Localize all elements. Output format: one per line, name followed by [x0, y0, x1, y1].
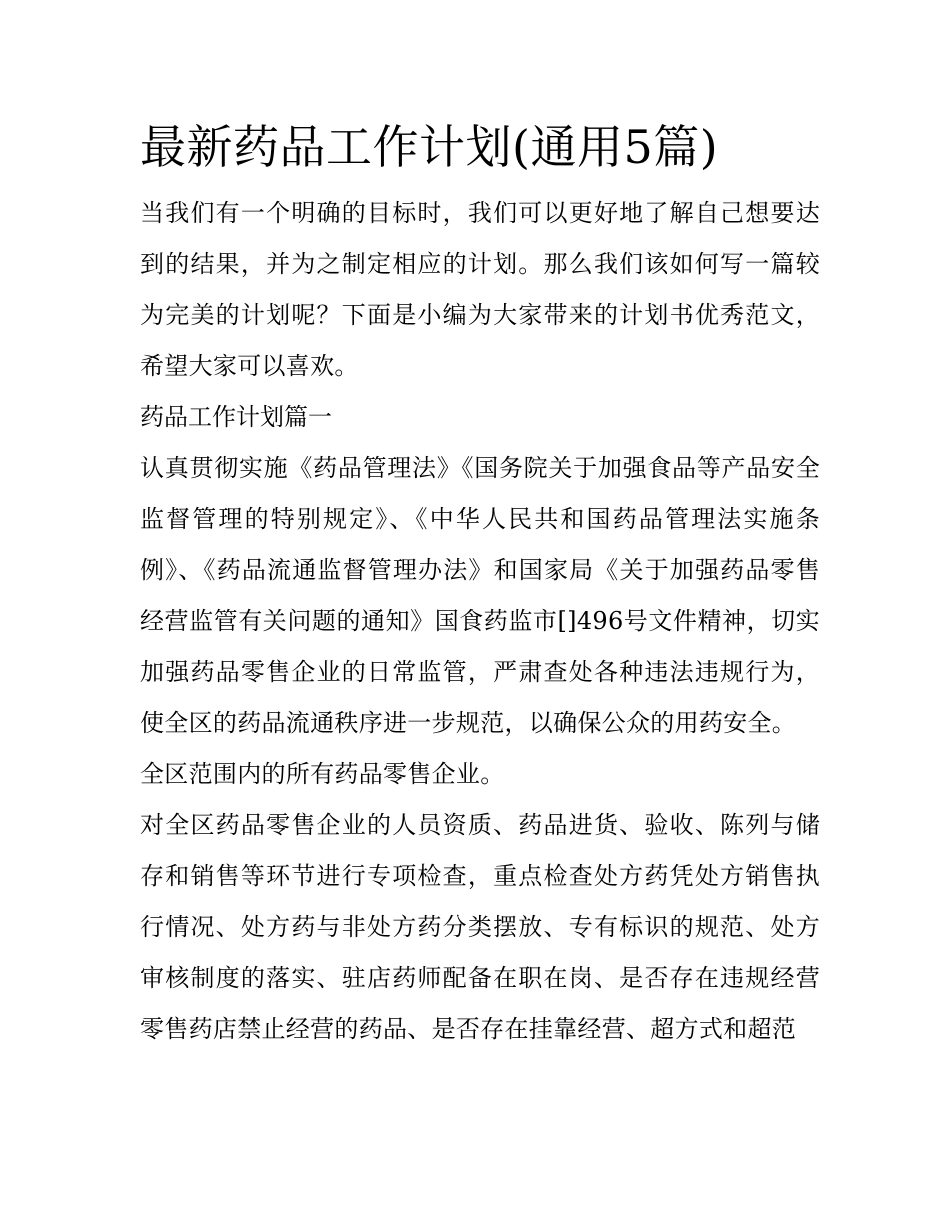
document-title: 最新药品工作计划(通用5篇) — [140, 120, 719, 174]
document-page — [140, 112, 820, 1055]
body-paragraph: 认真贯彻实施《药品管理法》《国务院关于加强食品等产品安全监督管理的特别规定》、《中华人民共和国药品管理法实施条例》、《药品流通监督管理办法》和国家局《关于加强药品零售经营监管有关问题的通知》国食药监市[]496号文件精神，切实加强药品零售企业的日常监管，严肃查处各种违法违规行为，使全区的药品流通秩序进一步规范，以确保公众的用药安全。 — [140, 454, 820, 737]
body-paragraph: 对全区药品零售企业的人员资质、药品进货、验收、陈列与储存和销售等环节进行专项检查，重点检查处方药凭处方销售执行情况、处方药与非处方药分类摆放、专有标识的规范、处方审核制度的落实、驻店药师配备在职在岗、是否存在违规经营零售药店禁止经营的药品、是否存在挂靠经营、超方式和超范 — [140, 811, 820, 1043]
body-paragraph: 全区范围内的所有药品零售企业。 — [140, 760, 505, 788]
intro-paragraph: 当我们有一个明确的目标时，我们可以更好地了解自己想要达到的结果，并为之制定相应的计划。那么我们该如何写一篇较为完美的计划呢？下面是小编为大家带来的计划书优秀范文，希望大家可以喜欢。 — [140, 199, 820, 380]
section-heading: 药品工作计划篇一 — [140, 403, 332, 431]
